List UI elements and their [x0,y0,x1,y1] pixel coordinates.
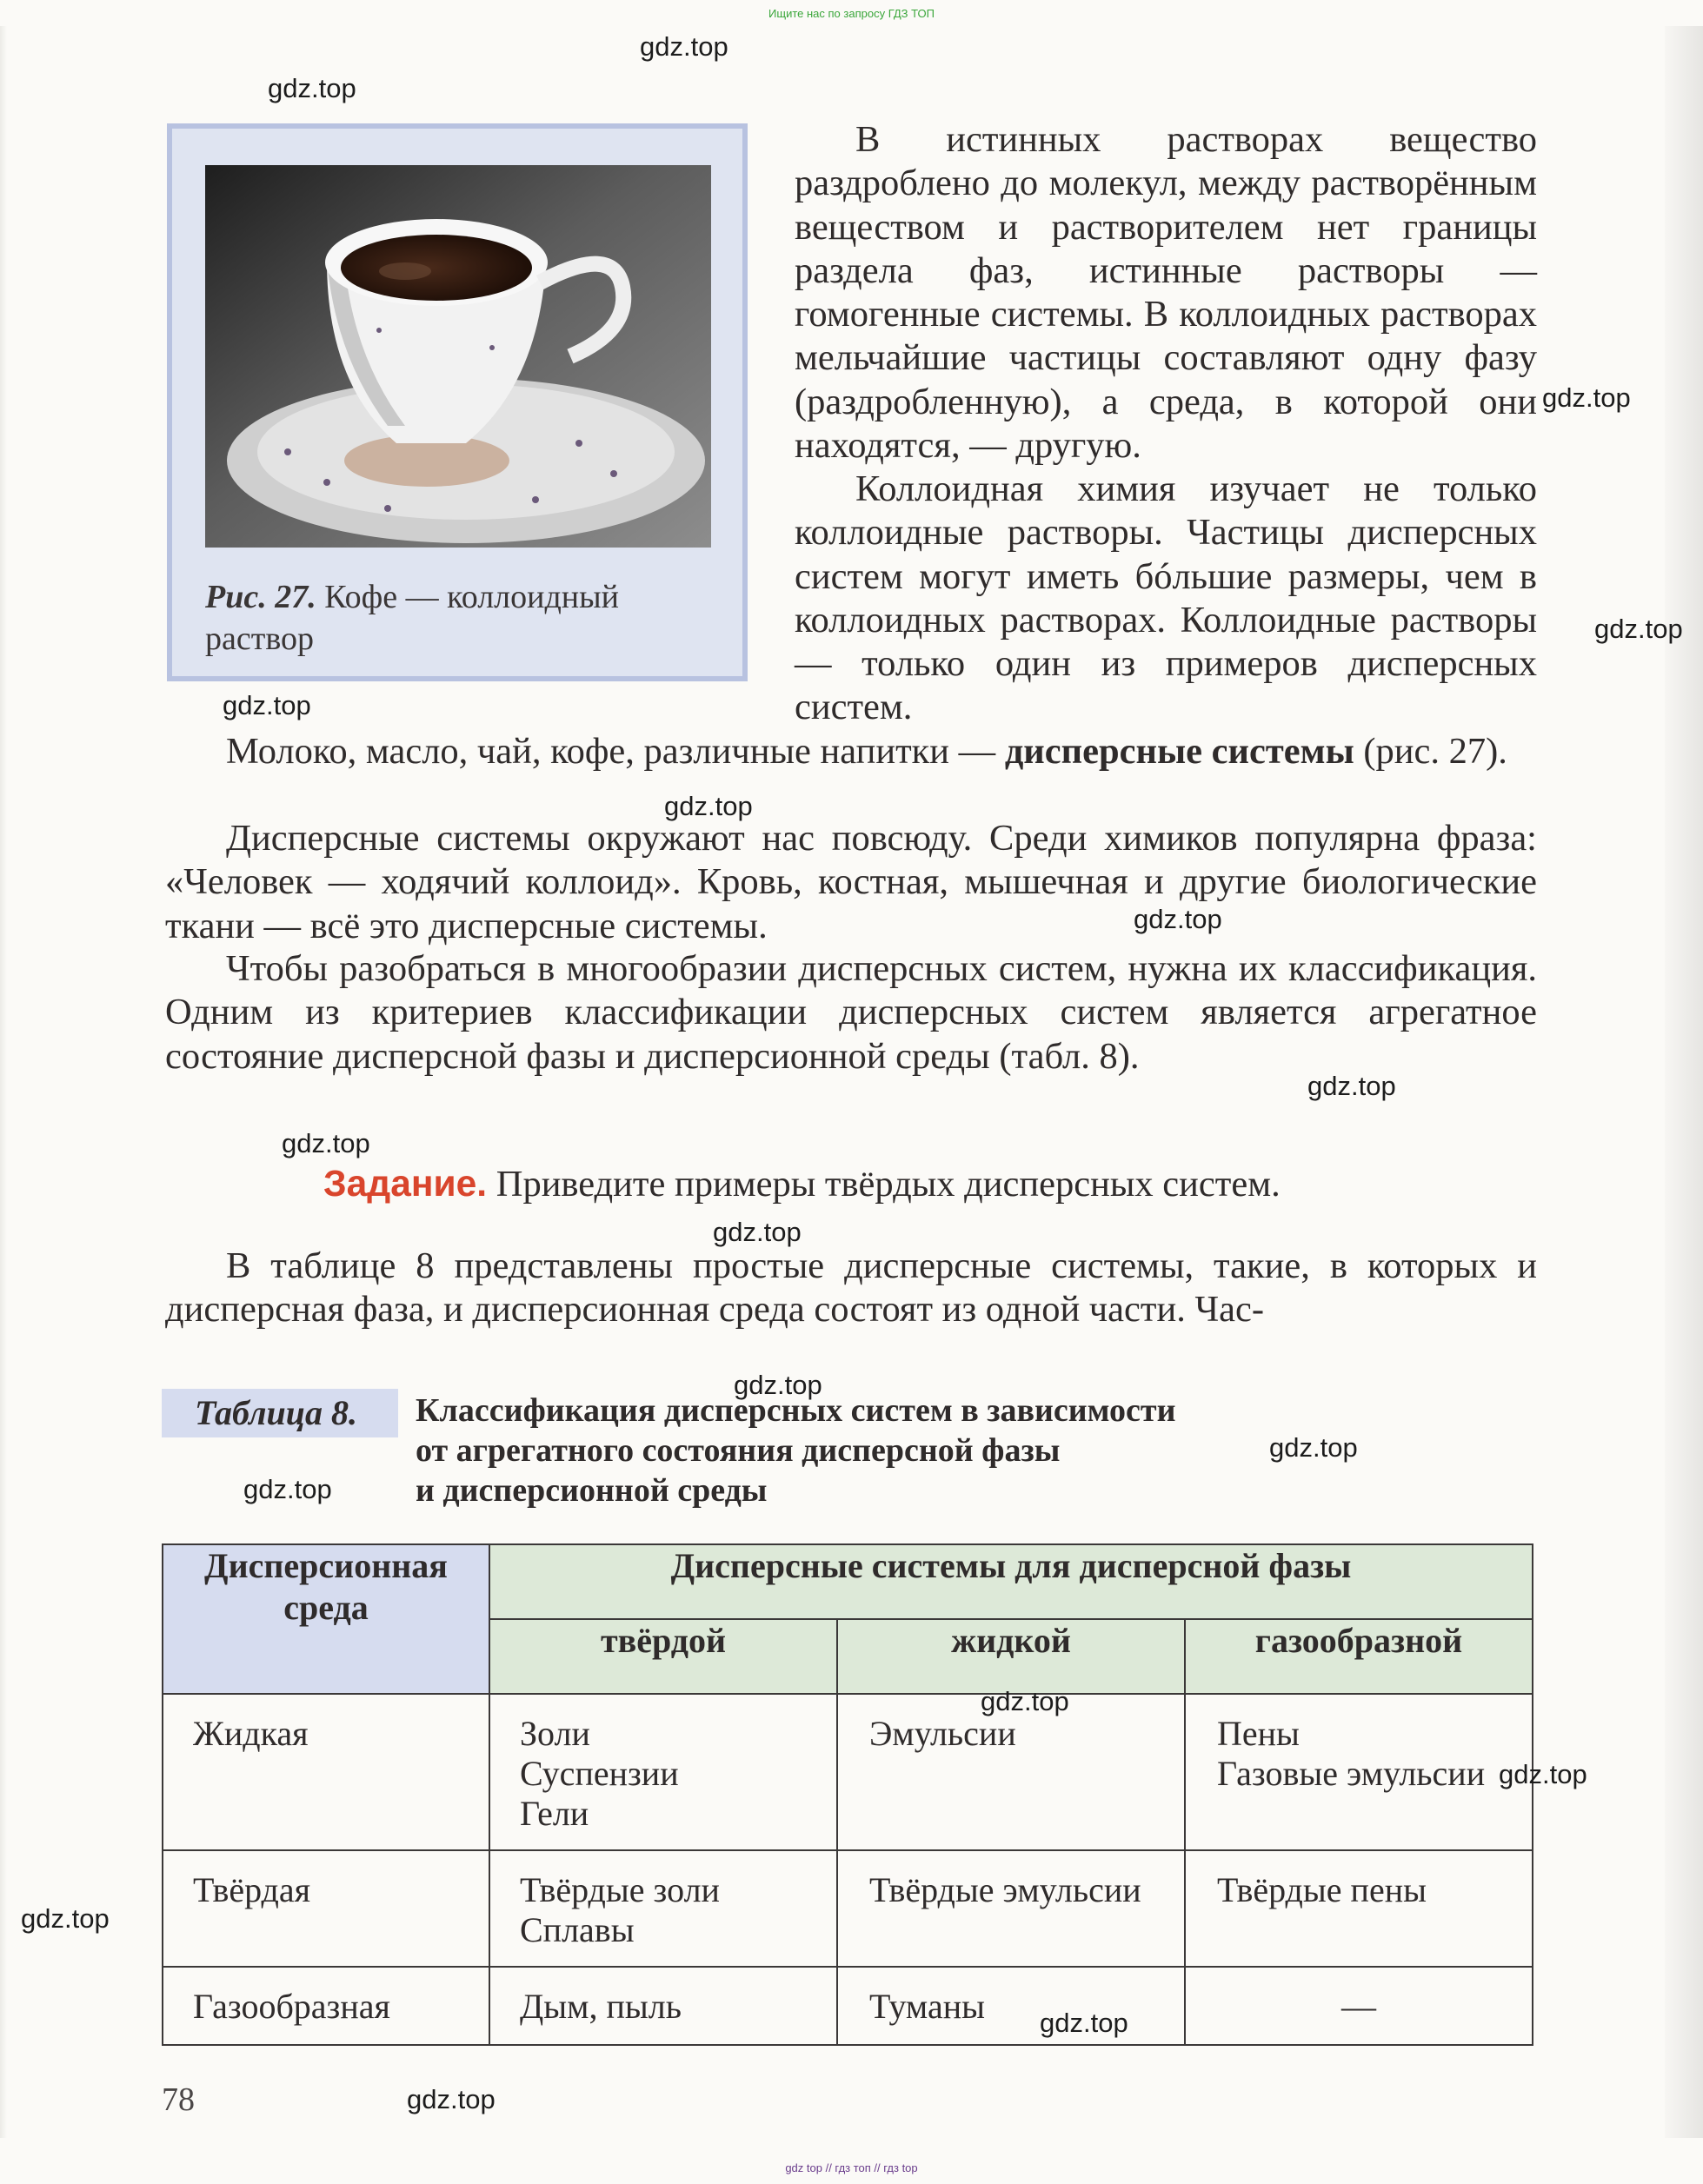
page-edge-left [0,26,7,2138]
table-cell-medium: Газообразная [163,1967,489,2045]
paragraph-table-intro: В таблице 8 представлены простые дисперсные системы, такие, в которых и дисперсная фаза, и дисперсионная среда состоят из одной части. Час- [165,1245,1537,1331]
table-cell-medium: Жидкая [163,1694,489,1850]
table-title-line: от агрегатного состояния дисперсной фазы [416,1432,1061,1469]
paragraph-everywhere: Дисперсные системы окружают нас повсюду. Среди химиков популярна фраза: «Человек — ходячий коллоид». Кровь, костная, мышечная и другие биологические ткани — всё это дисперсные системы. [165,818,1537,946]
paragraph-text: Молоко, масло, чай, кофе, различные напитки — [226,731,1005,772]
task-line [323,1163,1281,1206]
paragraph-colloid-chemistry: Коллоидная химия изучает не только коллоидные растворы. Частицы дисперсных систем могут иметь бóльшие размеры, чем в коллоидных растворах. Коллоидные растворы — только один из примеров дисперсных систем. [795,468,1537,728]
figure-caption [205,576,727,660]
watermark: gdz.top [1040,2008,1128,2038]
term-disperse-systems: дисперсные системы [1004,731,1354,772]
table-title [416,1391,1372,1510]
medium-header-line: Дисперсионная [204,1546,448,1585]
table-row [163,1967,1533,2045]
watermark: gdz.top [1307,1071,1396,1101]
paragraph-disperse-examples [165,730,1537,773]
footer-links: gdz top // гдз топ // гдз top [785,2161,918,2174]
table-cell-gas: — [1185,1967,1533,2045]
watermark: gdz.top [21,1903,110,1934]
task-text: Приведите примеры твёрдых дисперсных систем. [487,1164,1281,1205]
table-cell-solid: Твёрдые золи Сплавы [489,1850,837,1967]
table-cell-solid: Золи Суспензии Гели [489,1694,837,1850]
watermark: gdz.top [223,690,311,720]
watermark: gdz.top [713,1217,802,1247]
table-cell-gas: Пены Газовые эмульсии [1185,1694,1533,1850]
figure-label: Рис. 27. [205,579,316,615]
watermark: gdz.top [282,1128,370,1158]
table-cell-liquid: Туманы [837,1967,1185,2045]
phase-header-liquid: жидкой [837,1619,1185,1694]
table-badge: Таблица 8. [162,1389,398,1437]
coffee-cup-photo [205,165,711,548]
paragraph-true-solutions: В истинных растворах вещество раздроблено до молекул, между растворённым веществом и растворителем нет границы раздела фаз, истинные растворы — гомогенные системы. В коллоидных растворах мельчайшие частицы составляют одну фазу (раздробленную), а среда, в которой они находятся, — другую. [795,119,1537,467]
table-cell-medium: Твёрдая [163,1850,489,1967]
paragraph-text: (рис. 27). [1354,731,1507,772]
watermark: gdz.top [981,1686,1069,1716]
paragraph-classification: Чтобы разобраться в многообразии дисперсных систем, нужна их классификация. Одним из критериев классификации дисперсных систем является агрегатное состояние дисперсной фазы и дисперсионной среды (табл. 8). [165,948,1537,1077]
figure-caption-line2: раствор [205,621,315,657]
watermark: gdz.top [664,791,753,821]
table-row [163,1850,1533,1967]
watermark: gdz.top [1594,614,1683,644]
page-number: 78 [162,2081,195,2118]
table-row [163,1694,1533,1850]
medium-header [163,1544,489,1694]
watermark: gdz.top [1269,1432,1358,1463]
phase-header-gas: газообразной [1185,1619,1533,1694]
classification-table [162,1543,1533,2046]
table-cell-solid: Дым, пыль [489,1967,837,2045]
watermark: gdz.top [268,73,356,103]
watermark: gdz.top [407,2084,496,2114]
table-title-line: Классификация дисперсных систем в зависимости [416,1392,1176,1429]
table-title-line: и дисперсионной среды [416,1472,768,1509]
top-banner: Ищите нас по запросу ГДЗ ТОП [768,7,935,20]
watermark: gdz.top [1542,382,1631,413]
watermark: gdz.top [734,1370,822,1400]
watermark: gdz.top [243,1474,332,1504]
medium-header-line: среда [283,1588,369,1627]
watermark: gdz.top [1134,904,1222,934]
table-cell-liquid: Твёрдые эмульсии [837,1850,1185,1967]
phase-group-header: Дисперсные системы для дисперсной фазы [489,1544,1533,1619]
phase-header-solid: твёрдой [489,1619,837,1694]
watermark: gdz.top [1499,1759,1587,1789]
task-label: Задание. [323,1164,488,1205]
table-cell-liquid: Эмульсии [837,1694,1185,1850]
table-cell-gas: Твёрдые пены [1185,1850,1533,1967]
figure-caption-text: Кофе — коллоидный [316,579,619,615]
watermark: gdz.top [640,31,728,62]
page-edge-right [1665,26,1703,2138]
